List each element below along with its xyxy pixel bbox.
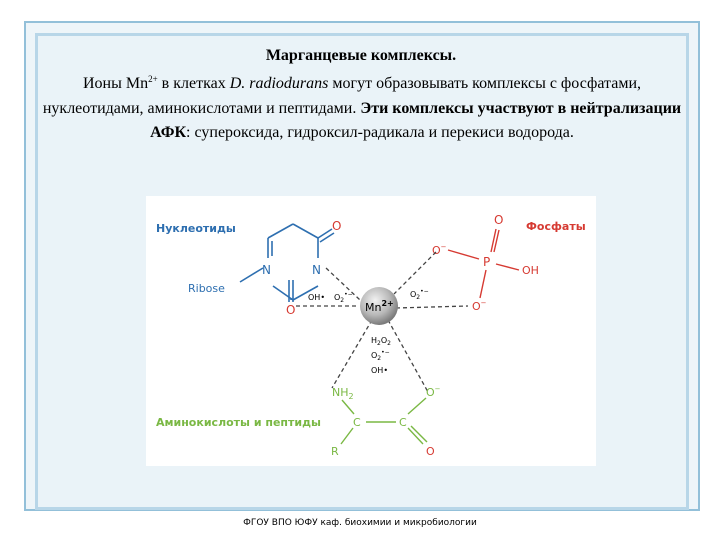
atom-o-top: O [332, 219, 342, 233]
atom-c1: C [353, 416, 361, 429]
ros-h2o2: $H_2O_2$ [371, 336, 391, 347]
tail-text: : супероксида, гидроксил-радикала и перекиси водорода. [186, 124, 574, 141]
bold-statement: Эти комплексы участвуют в нейтрализации АФК [150, 99, 682, 141]
intro-superscript: 2+ [148, 74, 158, 84]
atom-o-minus-1: O− [432, 243, 447, 257]
ribose-bond [240, 268, 263, 282]
intro-mid: в клетках [157, 75, 230, 92]
phosphates-label: Фосфаты [526, 220, 586, 233]
mn-ion-label: $Mn^{2+}$ [365, 299, 394, 314]
slide-footer: ФГОУ ВПО ЮФУ каф. биохимии и микробиологии [243, 518, 477, 528]
intro-prefix: Ионы Mn [82, 75, 149, 92]
atom-p: P [483, 255, 491, 269]
atom-n2: N [312, 263, 321, 277]
amino-acids-label: Аминокислоты и пептиды [156, 416, 321, 429]
atom-o-double: O [494, 213, 504, 227]
atom-c2: C [399, 416, 407, 429]
slide-paragraph [40, 72, 684, 146]
ros-oh-bottom: OH• [371, 366, 389, 375]
ribose-label: Ribose [188, 282, 225, 295]
diagram-svg [146, 196, 596, 466]
atom-oh: OH [522, 264, 539, 277]
mn-complex-diagram [146, 196, 596, 466]
ros-oh-left: OH• [308, 293, 326, 302]
ros-o2-left: $O_2^{•-}$ [334, 291, 353, 304]
atom-o-bottom: O [286, 303, 296, 317]
slide-title: Марганцевые комплексы. [265, 47, 457, 64]
atom-n1: N [262, 263, 271, 277]
atom-o-minus-3: O− [426, 385, 441, 399]
organism-name: D. radiodurans [229, 75, 329, 92]
atom-nh2: $NH_2$ [332, 386, 354, 401]
pyrimidine-ring [268, 224, 334, 302]
atom-o-minus-2: O− [472, 299, 487, 313]
nucleotides-label: Нуклеотиды [156, 222, 236, 235]
atom-o-carbonyl: O [426, 445, 435, 458]
ros-o2-right: $O_2^{•-}$ [410, 288, 429, 301]
intro-rest: могут образовывать комплексы с фосфатами, нуклеотидами, аминокислотами и пептидами. [42, 75, 642, 117]
atom-r: R [331, 445, 339, 458]
ros-o2-bottom: $O_2^{•-}$ [371, 349, 390, 362]
